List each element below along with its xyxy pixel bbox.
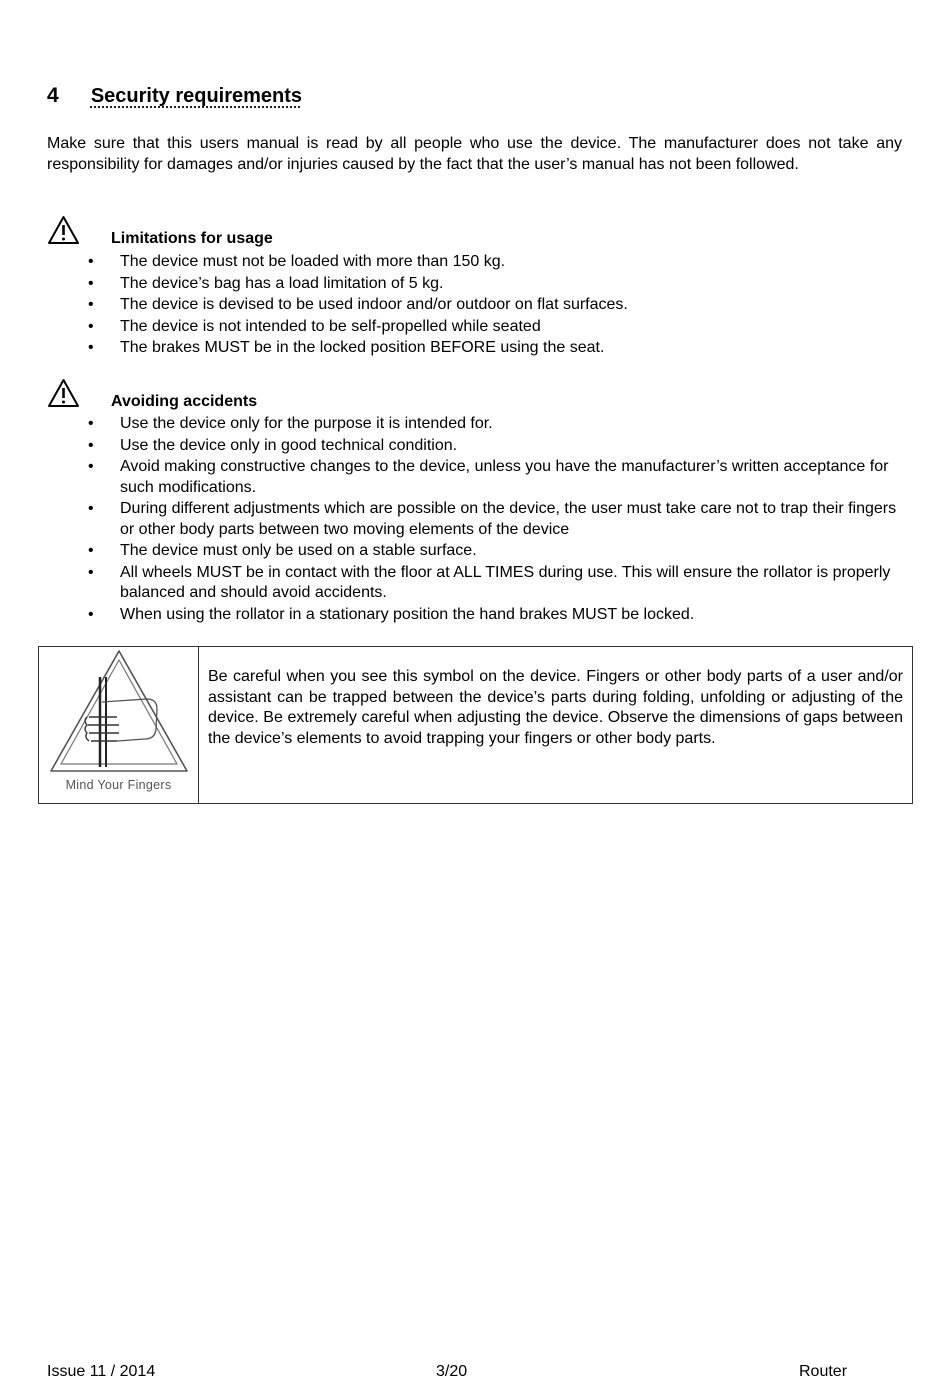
mind-fingers-symbol-cell <box>39 647 199 803</box>
list-item: • The device must only be used on a stable surface. <box>88 542 477 559</box>
list-item-text: The device must only be used on a stable surface. <box>120 542 477 559</box>
list-item: • When using the rollator in a stationary position the hand brakes MUST be locked. <box>88 605 695 623</box>
list-item-text: The brakes MUST be in the locked position BEFORE using the seat. <box>120 339 605 356</box>
list-item-text: Avoid making constructive changes to the device, unless you have the manufacturer’s written acceptance for such modifications. <box>120 458 889 496</box>
footer-page-number: 3/20 <box>436 1363 468 1380</box>
section-number: 4 <box>47 84 59 107</box>
warning-text: Be careful when you see this symbol on the device. Fingers or other body parts of a user and/or assistant can be trapped between the device’s parts during folding, unfolding or adjusting of the device. Be extremely careful when adjusting the device. Observe the dimensions of gaps between the device’s elements to avoid trapping your fingers or other body parts. <box>208 668 903 747</box>
list-item: • All wheels MUST be in contact with the floor at ALL TIMES during use. This will ensure the rollator is properly balanced and should avoid accidents. <box>88 563 891 601</box>
list-item: • Avoid making constructive changes to the device, unless you have the manufacturer’s written acceptance for such modifications. <box>88 458 889 496</box>
list-item-text: Use the device only in good technical condition. <box>120 436 458 454</box>
list-item-text: The device is devised to be used indoor and/or outdoor on flat surfaces. <box>120 296 628 313</box>
list-item-text: The device is not intended to be self-propelled while seated <box>120 317 541 335</box>
symbol-caption: Mind Your Fingers <box>65 778 172 792</box>
pinch-warning-box <box>38 646 913 804</box>
limitations-list <box>0 252 902 360</box>
list-item: • The device must not be loaded with more than 150 kg. <box>88 253 506 270</box>
list-item-text: Use the device only for the purpose it is intended for. <box>120 415 493 432</box>
list-item: • Use the device only in good technical condition. <box>88 436 458 454</box>
limitations-heading: Limitations for usage <box>111 230 273 247</box>
warning-triangle-icon <box>47 215 80 245</box>
list-item: • The device is not intended to be self-propelled while seated <box>88 317 541 335</box>
footer-brand: Router <box>799 1363 848 1380</box>
list-item-text: The device must not be loaded with more than 150 kg. <box>120 253 506 270</box>
list-item: • During different adjustments which are possible on the device, the user must take care not to trap their fingers or other body parts between two moving elements of the device <box>88 500 897 538</box>
list-item-text: All wheels MUST be in contact with the floor at ALL TIMES during use. This will ensure the rollator is properly balanced and should avoid accidents. <box>120 563 891 601</box>
intro-paragraph: Make sure that this users manual is read by all people who use the device. The manufacturer does not take any responsibility for damages and/or injuries caused by the fact that the user’s manual has not been followed. <box>47 135 902 173</box>
footer-issue: Issue 11 / 2014 <box>47 1363 156 1380</box>
section-title: Security requirements <box>90 85 303 107</box>
warning-triangle-icon <box>47 378 80 408</box>
accidents-heading: Avoiding accidents <box>111 393 258 410</box>
accidents-list <box>0 414 902 626</box>
list-item: • The brakes MUST be in the locked position BEFORE using the seat. <box>88 339 605 356</box>
section-heading <box>47 84 302 108</box>
list-item: • The device is devised to be used indoor and/or outdoor on flat surfaces. <box>88 296 628 313</box>
list-item: • The device’s bag has a load limitation of 5 kg. <box>88 274 444 292</box>
list-item-text: During different adjustments which are possible on the device, the user must take care not to trap their fingers or other body parts between two moving elements of the device <box>120 500 897 538</box>
list-item: • Use the device only for the purpose it is intended for. <box>88 415 493 432</box>
list-item-text: When using the rollator in a stationary position the hand brakes MUST be locked. <box>120 605 695 623</box>
list-item-text: The device’s bag has a load limitation of 5 kg. <box>120 274 444 292</box>
